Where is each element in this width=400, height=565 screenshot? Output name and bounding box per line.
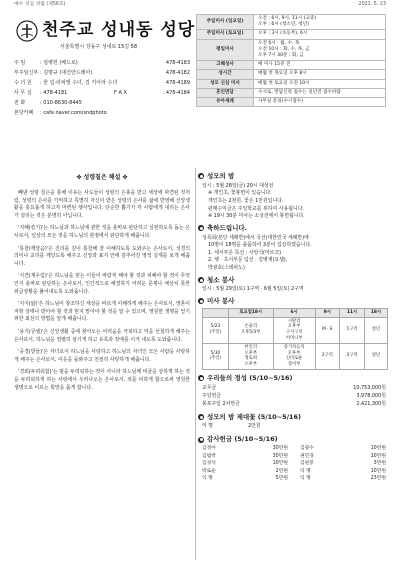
notice-line: 일시 : 5월 29일(토) 1구역 · 6월 5일(토) 2구역 — [202, 286, 304, 293]
staff-row — [14, 110, 190, 120]
section-title: ✤ 성령칠은 해설 ✤ — [76, 174, 128, 181]
donor-amount: 2만원 — [275, 468, 288, 474]
offering-row — [202, 401, 386, 409]
bullet-icon — [198, 277, 204, 283]
bullet-icon — [198, 437, 204, 443]
church-address: 서울특별시 강동구 성내로 15길 58 — [60, 44, 138, 50]
service-row — [203, 343, 388, 369]
notice-line: 2. 행 · 초서부문 입선 : 김병재(요셉), — [208, 257, 288, 264]
church-name: 천주교 성내동 성당 — [42, 20, 196, 40]
service-header-cell: 9시 — [315, 308, 340, 317]
offering-row — [202, 393, 386, 401]
staff-value: : 010-8630-8445 — [40, 100, 82, 106]
donor-amount: 10만원 — [370, 468, 386, 474]
bullet-icon — [198, 375, 204, 381]
section-heading: 축하드립니다. — [198, 224, 388, 233]
staff-label: 부주임신부 — [14, 70, 39, 76]
bullet-icon — [198, 414, 204, 420]
cafe-link[interactable]: : cafe.naver.com/sndphoto — [40, 110, 107, 116]
donor-name: 김정아 — [202, 446, 216, 452]
notice-line: 일시 : 5월 28일(금) 20시 대성전 — [202, 182, 274, 189]
schedule-row — [197, 15, 386, 30]
schedule-row — [197, 88, 386, 97]
notice-line: 개인초는 2천원, 꽃은 1만원입니다. — [208, 197, 284, 204]
service-cell: 5/30 (주일) — [203, 343, 229, 369]
fax-number: : 478-4184 — [162, 90, 190, 96]
church-logo-icon — [16, 20, 38, 42]
section-heading: 성모의 밤 제대꽃 (5/10~5/16) — [198, 413, 388, 422]
staff-list — [14, 60, 190, 120]
notice-line: 박광호(스테파노) — [208, 265, 245, 272]
schedule-value: 매 미사 15분 전 — [254, 61, 386, 70]
schedule-row — [197, 61, 386, 70]
top-line — [14, 2, 386, 10]
schedule-label: 성시간 — [197, 70, 254, 79]
offering-amount: 10,753,000원 — [353, 384, 386, 391]
donor-amount: 2만원 — [248, 423, 261, 430]
donor-name: 익 명 — [202, 476, 213, 482]
notice-line: ※ 19시 30분 미사는 소성전에서 봉헌됩니다. — [208, 213, 305, 220]
schedule-label: 성모 신심 미사 — [197, 79, 254, 88]
thanks-row — [202, 454, 386, 462]
donor-name: 김경석 — [202, 461, 216, 467]
donor-amount: 3만원 — [373, 461, 386, 467]
schedule-value: 수시로, 면담신청 접수는 일년전 접수바람 — [254, 88, 386, 97]
bullet-icon — [198, 225, 204, 231]
donor-name: 익 명 — [202, 423, 214, 430]
offering-label: 교무금 — [202, 384, 217, 391]
paragraph: '통찰(깨달음)'은 진리를 깊이 통찰해 잘 이해하도록 도와주는 은사로서, 성경의 의미나 교리를 깨달도록 해주고 신앙과 표지 안에 감추어진 영적 실재를 보게 해줍니다. — [14, 245, 190, 267]
staff-phone: 478-4183 — [165, 60, 190, 66]
staff-value: : 한 림·라파엘 수녀, 김 키아라 수녀 — [40, 80, 118, 86]
paragraph: '식견(계우림)'은 하느님을 믿는 이들이 바람직 해야 할 것과 피해야 할 것이 무엇인지 올바로 판단하는 은사로서, 인간적으로 해결하기 어려운 문제나 예상치 못한 위급상황을 풀어내도록 도와줍니다. — [14, 273, 190, 295]
donor-amount: 30만원 — [272, 446, 288, 452]
service-header-cell: 18시 — [364, 308, 387, 317]
service-cell: 한인의 오후부 정토희 오후부 — [228, 343, 273, 369]
offering-label: 봉포주일 2차헌금 — [202, 400, 240, 407]
donor-amount: 10만원 — [370, 446, 386, 452]
staff-label: 본당카페 — [14, 110, 34, 116]
thanks-row — [202, 446, 386, 454]
staff-value: : 김명규 (대건안드레아) — [40, 70, 93, 76]
service-header-cell: 6시 — [273, 308, 315, 317]
donor-amount: 5만원 — [275, 476, 288, 482]
staff-label: 주 임 — [14, 60, 26, 66]
notices-column — [198, 168, 388, 484]
service-cell: 5/23 (주일) — [203, 317, 229, 343]
service-cell: 1구역 — [340, 317, 365, 343]
staff-phone: 478-4189 — [165, 80, 190, 86]
staff-label: 전 화 — [14, 100, 26, 106]
thanks-row — [202, 469, 386, 477]
section-heading: 청소 봉사 — [198, 276, 388, 285]
donor-name: 박로순 — [202, 468, 216, 474]
bullet-icon — [198, 298, 204, 304]
notice-line: ※ 개인초, 꽃봉헌이 있습니다. — [208, 190, 272, 197]
staff-row — [14, 80, 190, 90]
notice-line: 1. 세서부문 특선 : 사랑석(마르코) — [208, 249, 282, 256]
donor-name: 김범박 — [202, 453, 216, 459]
schedule-row — [197, 70, 386, 79]
notice-line: 10명이 18명을 출품하여 3분이 입상하였습니다. — [208, 242, 312, 249]
service-row — [203, 317, 388, 343]
donor-name: 익 명 — [300, 468, 311, 474]
staff-row — [14, 90, 190, 100]
paragraph: '경외(두려워함)'는 범을 두려워하는 것이 아니라 하느님께 비굴을 상하게 하는 것을 두려워하게 하는 사랑에서 우러나오는 은사로서, 죄를 피하게 합으로써 영원한 생명으로 이르는 희망을 품게 합니다. — [14, 369, 190, 391]
staff-label: 수 녀 원 — [14, 80, 32, 86]
service-cell: 청년 — [364, 343, 387, 369]
schedule-value: 매월 첫 목요일 오후 8시 — [254, 70, 386, 79]
schedule-row — [197, 39, 386, 61]
notice-line: 성목회(본당 세례반)에서 국선(대한민국 세례반)에 — [202, 234, 309, 241]
staff-label: 사 무 실 — [14, 90, 32, 96]
flower-row — [202, 423, 386, 431]
staff-row — [14, 70, 190, 80]
service-header-cell: 토요일18시 — [228, 308, 273, 317]
issue-label: 예수 성심 성월 (제56호) — [14, 2, 66, 7]
donor-name: 김원봉 — [300, 461, 314, 467]
service-header-cell — [203, 308, 229, 317]
paragraph: '지식(앎)'은 하느님이 창조하신 세상을 바르게 이해하게 해주는 은사로서, 영혼이 저항 상태나 받아야 할 것과 믿지 말아야 할 것을 알 수 있으며, 영원한 생명을 얻기 위한 최선의 방법을 알게 해줍니다. — [14, 301, 190, 323]
mass-schedule-table — [196, 14, 386, 107]
bullet-icon — [198, 173, 204, 179]
offering-row — [202, 385, 386, 393]
schedule-label: 유아세례 — [197, 97, 254, 106]
donor-name: 익 명 — [300, 476, 311, 482]
service-cell: 2구역 — [315, 343, 340, 369]
offering-amount: 3,978,000원 — [356, 392, 386, 399]
service-cell: 시탈리 오후부 구서구의 어머니부 — [273, 317, 315, 343]
staff-row — [14, 100, 190, 110]
donor-amount: 30만원 — [272, 453, 288, 459]
thanks-row — [202, 476, 386, 484]
offering-label: 주일헌금 — [202, 392, 221, 399]
donor-name: 권민경 — [300, 453, 314, 459]
schedule-value: 오전 6시 : 월, 수, 목 오전 10시 : 화, 수, 목, 금 오후 7시 30분 : 화, 금 — [254, 39, 386, 61]
mass-service-table — [202, 308, 388, 370]
schedule-row — [197, 97, 386, 106]
offering-amount: 2,421,300원 — [356, 400, 386, 407]
schedule-label: 주일미사 (일요일) — [197, 15, 254, 30]
service-cell: 3구역 — [340, 343, 365, 369]
paragraph: '용기(굳셈)'은 신앙생활 중에 찾아오는 어려움을 극복하고 악을 선철하게 해주는 은사로서, 하느님을 열렬히 섬기게 하고 유혹과 장애를 이겨 내도록 도와줍니다. — [14, 329, 190, 343]
thanks-row — [202, 461, 386, 469]
thanks-offering-list — [202, 446, 386, 484]
donor-amount: 10만원 — [272, 461, 288, 467]
donor-amount: 10만원 — [370, 453, 386, 459]
donor-amount: 23만원 — [370, 476, 386, 482]
column-divider — [195, 168, 196, 560]
church-header — [14, 14, 196, 164]
paragraph: '공경(받들)'은 자녀로서 하느님을 사랑하고 하느님의 자녀인 모든 사람을 사랑하게 해주는 은사로서, 이웃을 돌봐주고 친절히 사랑하게 해줍니다. — [14, 349, 190, 363]
fax-label: F A X — [114, 90, 127, 96]
section-heading: 미사 봉사 — [198, 297, 388, 306]
schedule-value: 매월 첫 토요일 오전 10시 — [254, 79, 386, 88]
paragraph: '지혜(슬기)'는 하느님과 하느님에 관한 것을 올바로 판단하고 실천하도록 돕는 은사로서, 일상의 모든 것을 하느님의 관점에서 판단하게 해줍니다. — [14, 225, 190, 240]
section-heading: 성모의 밤 — [198, 172, 388, 181]
service-header-row — [203, 308, 388, 317]
schedule-label: 평일미사 — [197, 39, 254, 61]
schedule-value: 오후 : 3시 (초등부), 6시 — [254, 30, 386, 39]
staff-value: : 478-4181 — [40, 90, 68, 96]
donor-name: 김광수 — [300, 446, 314, 452]
service-cell: M · E — [315, 317, 340, 343]
schedule-row — [197, 79, 386, 88]
schedule-row — [197, 30, 386, 39]
section-heading: 우리들의 정성 (5/10~5/16) — [198, 374, 388, 383]
paragraph: 빼낸 성령 칠은을 통해 이유는 사도들이 성령의 은총을 받고 세상에 파견된 것처럼, 성령의 은사를 기억하고 특별히 자신이 받은 성령의 은사를 삶에 반영해 신앙생활을 충요롭게 하고자 마련된 행사입니다. 단순한 뽑기가 각 사람에게 내리는 은사가 걸리는 것은 분명히 아닙니다. — [14, 190, 190, 219]
schedule-label: 고해성사 — [197, 61, 254, 70]
section-heading: 감사헌금 (5/10~5/16) — [198, 435, 388, 444]
issue-date: 2021. 5. 23 — [358, 2, 386, 7]
service-cell: 손율리 오후5/3부 — [228, 317, 273, 343]
service-header-cell: 11시 — [340, 308, 365, 317]
schedule-label: 주일미사 (토요일) — [197, 30, 254, 39]
schedule-value: 오전 : 6시, 9시, 11시 (교중) 오후 : 6시 (청소년, 청년) — [254, 15, 386, 30]
notice-line: 판매수익금은 주일학교를 위하여 사용됩니다. — [208, 205, 304, 212]
staff-row — [14, 60, 190, 70]
service-cell: 증거자들의 모후부 신비로운 장미부 — [273, 343, 315, 369]
seven-gifts-section — [14, 170, 190, 397]
staff-phone: 478-4182 — [165, 70, 190, 76]
schedule-value: 사무실 문의(수시접수) — [254, 97, 386, 106]
schedule-label: 혼인면담 — [197, 88, 254, 97]
service-cell: 청년 — [364, 317, 387, 343]
staff-value: : 임병헌 (베드로) — [40, 60, 78, 66]
